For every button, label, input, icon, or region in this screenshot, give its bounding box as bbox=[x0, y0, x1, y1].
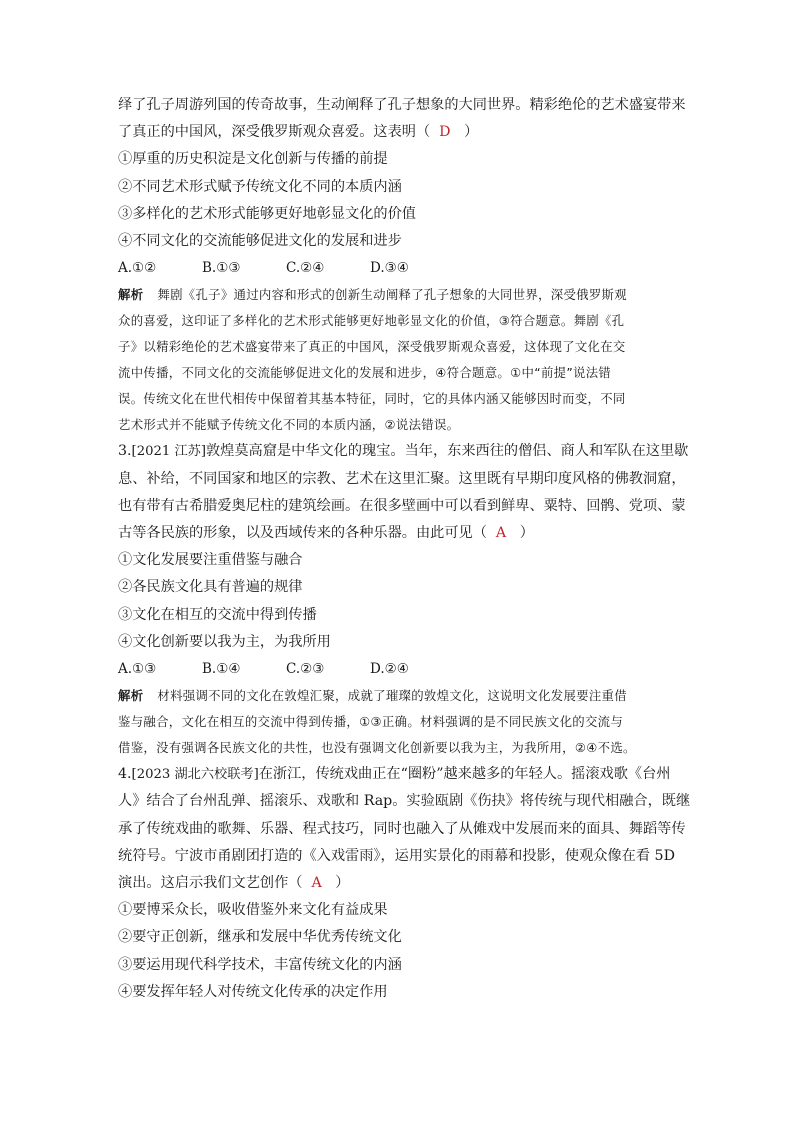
statement-item: ③多样化的艺术形式能够更好地彰显文化的价值 bbox=[118, 205, 416, 222]
answer-letter: A bbox=[311, 875, 322, 892]
option-d: D.③④ bbox=[370, 260, 409, 277]
answer-letter: A bbox=[495, 525, 507, 542]
analysis-line: 解析 材料强调不同的文化在敦煌汇聚，成就了璀璨的敦煌文化，这说明文化发展要注重借 bbox=[118, 688, 627, 704]
question-stem-line: 息、补给，不同国家和地区的宗教、艺术在这里汇聚。这里既有早期印度风格的佛教洞窟， bbox=[118, 470, 686, 487]
analysis-tag: 解析 bbox=[118, 287, 144, 303]
option-a: A.①③ bbox=[118, 661, 157, 678]
question-stem-line: 3.[2021 江苏]敦煌莫高窟是中华文化的瑰宝。当年，东来西往的僧侣、商人和军队在这里歇 bbox=[118, 443, 689, 460]
option-a: A.①② bbox=[118, 260, 157, 277]
analysis-line: 解析 舞剧《孔子》通过内容和形式的创新生动阐释了孔子想象的大同世界，深受俄罗斯观 bbox=[118, 287, 627, 303]
analysis-line: 鉴与融合，文化在相互的交流中得到传播，①③正确。材料强调的是不同民族文化的交流与 bbox=[118, 714, 624, 730]
statement-item: ②各民族文化具有普遍的规律 bbox=[118, 579, 303, 596]
statement-item: ④文化创新要以我为主，为我所用 bbox=[118, 633, 331, 650]
option-d: D.②④ bbox=[370, 661, 409, 678]
question-2 bbox=[118, 92, 686, 438]
question-stem-line: 承了传统戏曲的歌舞、乐器、程式技巧，同时也融入了从傩戏中发展而来的面具、舞蹈等传 bbox=[118, 820, 686, 837]
answer-options bbox=[118, 656, 678, 683]
question-number: 4. bbox=[118, 766, 132, 783]
analysis-line: 子》以精彩绝伦的艺术盛宴带来了真正的中国风，深受俄罗斯观众喜爱，这体现了文化在交 bbox=[118, 339, 626, 355]
statement-item: ①要博采众长，吸收借鉴外来文化有益成果 bbox=[118, 902, 388, 919]
option-b: B.①④ bbox=[202, 661, 241, 678]
question-source: [2021 江苏] bbox=[131, 444, 206, 460]
question-4 bbox=[118, 761, 691, 1006]
analysis-block bbox=[118, 282, 678, 438]
question-source: [2023 湖北六校联考] bbox=[131, 767, 259, 783]
statement-item: ②要守正创新，继承和发展中华优秀传统文化 bbox=[118, 929, 402, 946]
question-stem-line: 人》结合了台州乱弹、摇滚乐、戏歌和 Rap。实验瓯剧《伤抉》将传统与现代相融合，既继 bbox=[118, 793, 691, 810]
statement-item: ④不同文化的交流能够促进文化的发展和进步 bbox=[118, 233, 402, 250]
question-stem-line: 统符号。宁波市甬剧团打造的《入戏雷雨》，运用实景化的雨幕和投影，使观众像在看 5D bbox=[118, 847, 675, 864]
analysis-line: 误。传统文化在世代相传中保留着其基本特征，同时，它的具体内涵又能够因时而变，不同 bbox=[118, 391, 626, 407]
option-c: C.②④ bbox=[286, 260, 325, 277]
question-stem-line: 古等各民族的形象，以及西域传来的各种乐器。由此可见（ A ） bbox=[118, 525, 534, 542]
analysis-tag: 解析 bbox=[118, 688, 144, 704]
option-c: C.②③ bbox=[286, 661, 325, 678]
statement-item: ③文化在相互的交流中得到传播 bbox=[118, 606, 317, 623]
statement-item: ③要运用现代科学技术，丰富传统文化的内涵 bbox=[118, 956, 402, 973]
statement-item: ④要发挥年轻人对传统文化传承的决定作用 bbox=[118, 983, 388, 1000]
question-stem-line: 绎了孔子周游列国的传奇故事，生动阐释了孔子想象的大同世界。精彩绝伦的艺术盛宴带来 bbox=[118, 97, 686, 113]
question-3 bbox=[118, 438, 689, 761]
document-page bbox=[118, 92, 691, 1006]
question-stem-line: 演出。这启示我们文艺创作（ A ） bbox=[118, 875, 350, 892]
question-stem-line: 了真正的中国风，深受俄罗斯观众喜爱。这表明（ D ） bbox=[118, 124, 479, 141]
analysis-line: 众的喜爱，这印证了多样化的艺术形式能够更好地彰显文化的价值，③符合题意。舞剧《孔 bbox=[118, 313, 625, 329]
question-number: 3. bbox=[118, 443, 132, 460]
answer-options bbox=[118, 255, 678, 282]
analysis-block bbox=[118, 683, 678, 761]
question-stem-line: 也有带有古希腊爱奥尼柱的建筑绘画。在很多壁画中可以看到鲜卑、粟特、回鹘、党项、蒙 bbox=[118, 497, 686, 514]
statement-item: ②不同艺术形式赋予传统文化不同的本质内涵 bbox=[118, 178, 402, 195]
statement-item: ①厚重的历史积淀是文化创新与传播的前提 bbox=[118, 151, 388, 168]
analysis-line: 流中传播，不同文化的交流能够促进文化的发展和进步，④符合题意。①中“前提”说法错 bbox=[118, 365, 612, 381]
question-stem-line: 4.[2023 湖北六校联考]在浙江，传统戏曲正在“圈粉”越来越多的年轻人。摇滚戏歌《台州 bbox=[118, 766, 671, 783]
option-b: B.①③ bbox=[202, 260, 241, 277]
statement-item: ①文化发展要注重借鉴与融合 bbox=[118, 552, 303, 569]
analysis-line: 艺术形式并不能赋予传统文化不同的本质内涵，②说法错误。 bbox=[118, 417, 460, 433]
analysis-line: 借鉴，没有强调各民族文化的共性，也没有强调文化创新要以我为主，为我所用，②④不选。 bbox=[118, 740, 636, 756]
answer-letter: D bbox=[439, 124, 451, 141]
